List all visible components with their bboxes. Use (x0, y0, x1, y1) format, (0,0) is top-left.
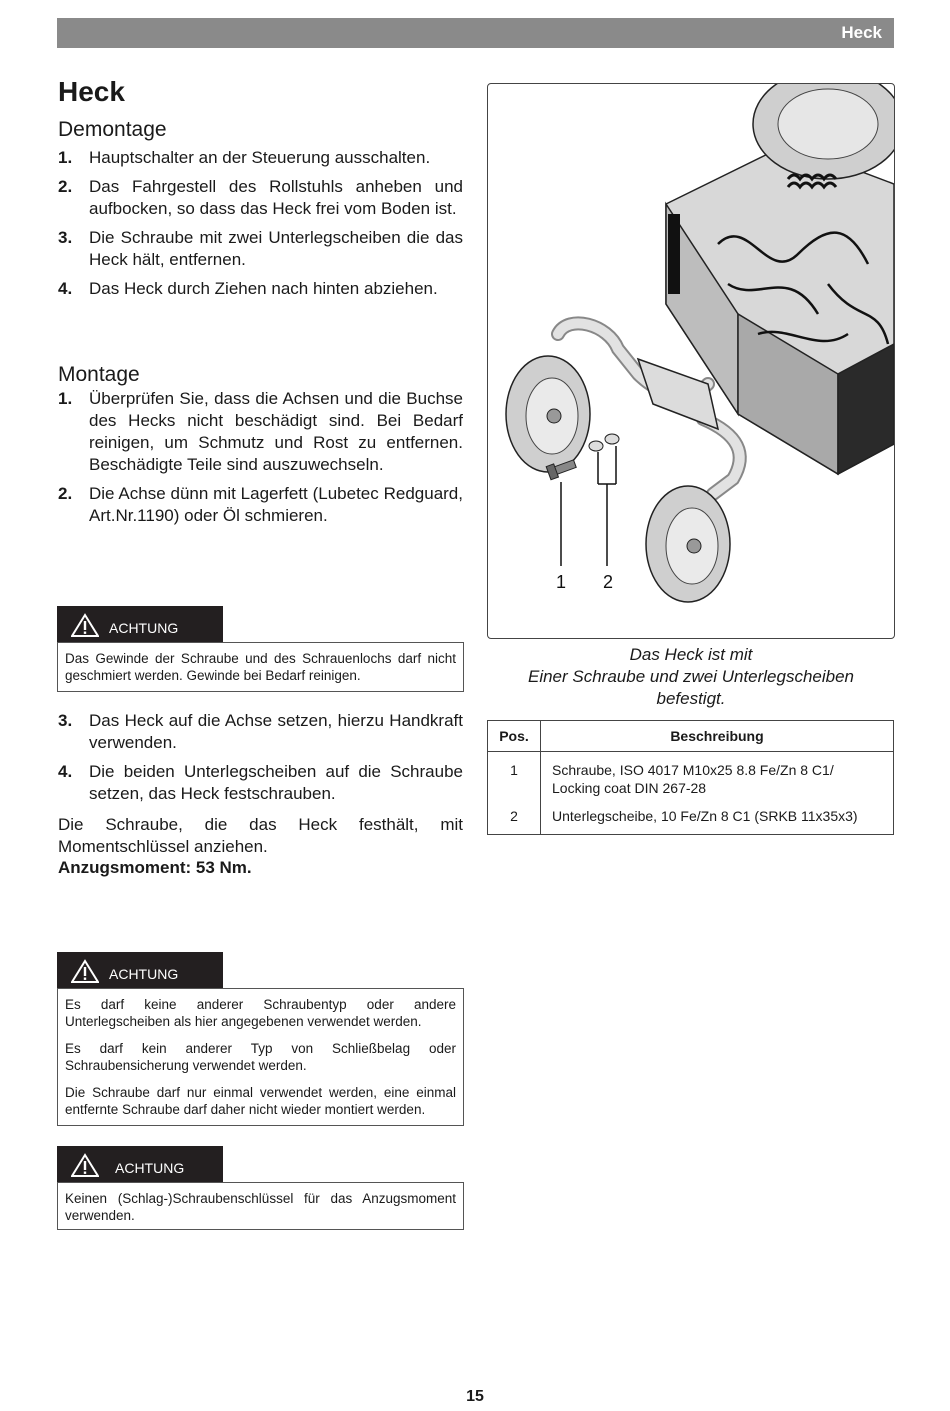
cell-description (541, 752, 894, 803)
column-header-description: Beschreibung (541, 721, 894, 752)
warning-text: Keinen (Schlag-)Schraubenschlüssel für das Anzugsmoment verwenden. (65, 1191, 456, 1223)
step-text: Die Schraube mit zwei Unterlegscheiben die das Heck hält, entfernen. (89, 228, 463, 269)
warning-triangle-icon (71, 613, 99, 637)
cell-description: Unterlegscheibe, 10 Fe/Zn 8 C1 (SRKB 11x35x3) (552, 808, 858, 824)
torque-note: Die Schraube, die das Heck festhält, mit Momentschlüssel anziehen. (58, 815, 463, 856)
step-text: Das Heck auf die Achse setzen, hierzu Handkraft verwenden. (89, 711, 463, 752)
warning-triangle-icon (71, 1153, 99, 1177)
demontage-heading: Demontage (58, 118, 167, 141)
section-header-bar (57, 18, 894, 48)
warning-label: ACHTUNG (109, 620, 179, 636)
montage-steps (58, 388, 463, 534)
description-line: Schraube, ISO 4017 M10x25 8.8 Fe/Zn 8 C1/ (552, 762, 834, 778)
step-number: 1. (58, 148, 73, 167)
warning-tab (57, 952, 223, 988)
warning-text: Es darf kein anderer Typ von Schließbelag oder Schraubensicherung verwendet werden. (65, 1041, 456, 1073)
step-number: 2. (58, 484, 73, 503)
step-number: 3. (58, 711, 73, 730)
step-text: Das Fahrgestell des Rollstuhls anheben und aufbocken, so dass das Heck frei vom Boden ist. (89, 177, 463, 218)
list-item (58, 710, 463, 754)
column-header-pos: Pos. (488, 721, 541, 752)
list-item (58, 761, 463, 805)
warning-box (57, 1146, 464, 1230)
cell-pos: 2 (488, 802, 541, 835)
description-line: Locking coat DIN 267-28 (552, 780, 707, 796)
warning-text: Das Gewinde der Schraube und des Schrauenlochs darf nicht geschmiert werden. Gewinde bei Bedarf reinigen. (65, 651, 456, 683)
caption-line: Einer Schraube und zwei Unterlegscheiben (527, 667, 855, 686)
step-number: 3. (58, 228, 73, 247)
warning-text: Es darf keine anderer Schraubentyp oder andere Unterlegscheiben als hier angegebenen verwendet werden. (65, 997, 456, 1029)
table-header-row (488, 721, 894, 752)
parts-table (487, 720, 894, 835)
caption-line: befestigt. (656, 689, 726, 708)
demontage-steps (58, 147, 463, 307)
warning-tab (57, 606, 223, 642)
list-item (58, 388, 463, 476)
page-title: Heck (58, 76, 125, 107)
warning-content (57, 988, 464, 1126)
page-number: 15 (466, 1388, 484, 1405)
assembly-illustration (487, 83, 895, 639)
cell-pos: 1 (488, 752, 541, 803)
step-text: Hauptschalter an der Steuerung ausschalten. (89, 148, 431, 167)
montage-heading: Montage (58, 363, 140, 386)
warning-label: ACHTUNG (109, 966, 179, 982)
list-item (58, 176, 463, 220)
list-item (58, 483, 463, 527)
warning-box (57, 606, 464, 692)
warning-tab (57, 1146, 223, 1182)
step-text: Das Heck durch Ziehen nach hinten abziehen. (89, 279, 438, 298)
rear-assembly-drawing (488, 84, 894, 638)
montage-steps-continued (58, 710, 463, 812)
step-number: 2. (58, 177, 73, 196)
table-row (488, 802, 894, 835)
figure-caption (490, 644, 892, 710)
step-text: Überprüfen Sie, dass die Achsen und die Buchse des Hecks nicht beschädigt sind. Bei Bedarf reinigen, um Schmutz und Rost zu entfernen. Beschädigte Teile sind auszuwechseln. (89, 389, 463, 474)
callout-1-label: 1 (556, 572, 567, 592)
caption-line: Das Heck ist mit (629, 645, 753, 664)
list-item (58, 227, 463, 271)
step-number: 1. (58, 389, 73, 408)
warning-triangle-icon (71, 959, 99, 983)
warning-content (57, 642, 464, 692)
warning-label: ACHTUNG (115, 1160, 185, 1176)
list-item (58, 278, 463, 300)
section-header-label: Heck (841, 23, 882, 42)
step-text: Die beiden Unterlegscheiben auf die Schraube setzen, das Heck festschrauben. (89, 762, 463, 803)
step-number: 4. (58, 762, 73, 781)
callout-2-label: 2 (603, 572, 614, 592)
warning-box (57, 952, 464, 1126)
table-row (488, 752, 894, 803)
step-text: Die Achse dünn mit Lagerfett (Lubetec Redguard, Art.Nr.1190) oder Öl schmieren. (89, 484, 463, 525)
warning-content (57, 1182, 464, 1230)
warning-text: Die Schraube darf nur einmal verwendet werden, eine einmal entfernte Schraube darf daher nicht wieder montiert werden. (65, 1085, 456, 1117)
list-item (58, 147, 463, 169)
step-number: 4. (58, 279, 73, 298)
torque-value: Anzugsmoment: 53 Nm. (58, 858, 252, 877)
